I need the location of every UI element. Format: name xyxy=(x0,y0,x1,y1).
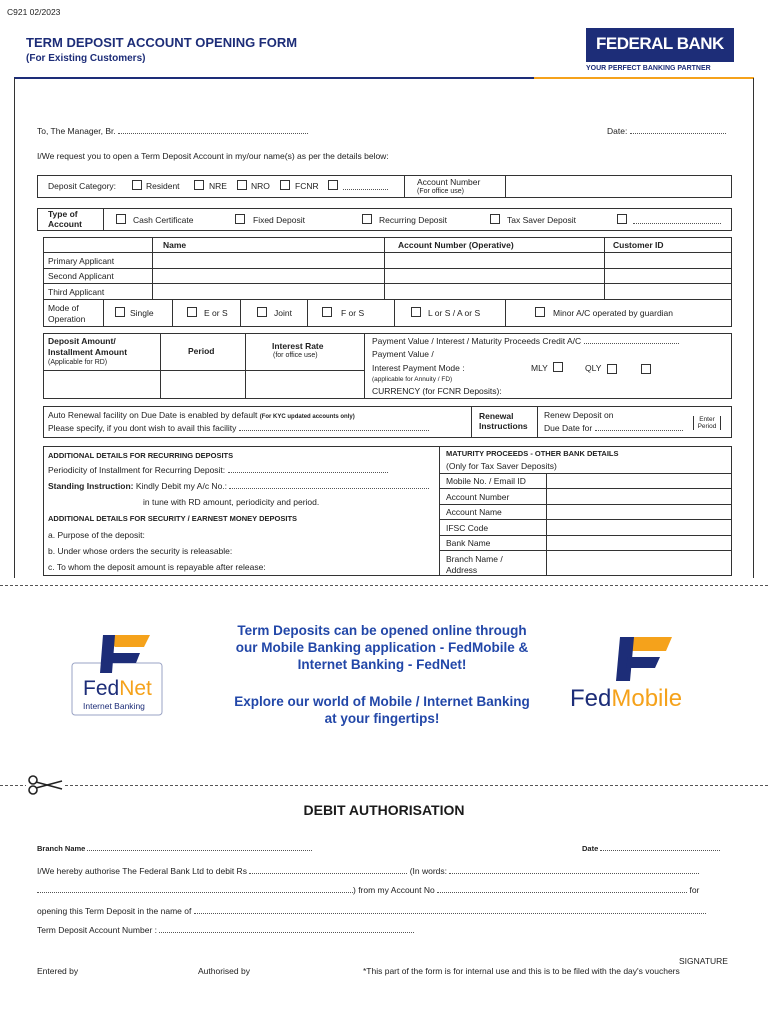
periodicity-field[interactable]: Periodicity of Installment for Recurring Deposit: xyxy=(48,465,388,475)
debit-amount-field[interactable]: I/We hereby authorise The Federal Bank Ltd to debit Rs (In words: xyxy=(37,866,699,876)
maturity-title: MATURITY PROCEEDS - OTHER BANK DETAILS xyxy=(446,449,619,458)
ifsc-label: IFSC Code xyxy=(446,523,489,533)
mode-minor-checkbox[interactable] xyxy=(535,307,545,317)
form-title: TERM DEPOSIT ACCOUNT OPENING FORM xyxy=(26,35,298,50)
account-name-label: Account Name xyxy=(446,507,502,517)
col-customer-id: Customer ID xyxy=(613,240,664,250)
internal-use-note: *This part of the form is for internal use and this is to be filed with the day's vouchers xyxy=(363,966,680,976)
cash-certificate-checkbox[interactable] xyxy=(116,214,126,224)
fcnr-checkbox[interactable] xyxy=(280,180,290,190)
security-repayable: c. To whom the deposit amount is repayable after release: xyxy=(48,562,266,572)
date-field[interactable]: Date: xyxy=(607,126,726,136)
mode-l-or-s-checkbox[interactable] xyxy=(411,307,421,317)
debit-auth-title: DEBIT AUTHORISATION xyxy=(303,802,465,818)
authorised-by-label: Authorised by xyxy=(198,966,250,976)
col-name: Name xyxy=(163,240,187,250)
other-category-checkbox[interactable] xyxy=(328,180,338,190)
deposit-name-field[interactable]: opening this Term Deposit in the name of xyxy=(37,906,706,916)
account-number-label: Account Number xyxy=(417,177,481,187)
debit-account-field[interactable]: ) from my Account No for xyxy=(37,885,699,895)
fedmobile-f-icon xyxy=(614,633,674,683)
promo-text-1: Term Deposits can be opened online through our Mobile Banking application - FedMobile & Internet Banking - FedNet! xyxy=(235,623,529,672)
tax-saver-checkbox[interactable] xyxy=(490,214,500,224)
resident-checkbox[interactable] xyxy=(132,180,142,190)
security-release: b. Under whose orders the security is releasable: xyxy=(48,546,233,556)
qly-checkbox[interactable] xyxy=(607,364,617,374)
enter-period-bracket: Enter Period xyxy=(693,416,721,430)
mobile-email-label: Mobile No. / Email ID xyxy=(446,476,526,486)
rd-details-title: ADDITIONAL DETAILS FOR RECURRING DEPOSITS xyxy=(48,451,234,460)
bank-logo xyxy=(586,28,734,62)
signature-label: SIGNATURE xyxy=(679,956,728,966)
second-applicant-label: Second Applicant xyxy=(48,271,114,281)
mode-e-or-s-checkbox[interactable] xyxy=(187,307,197,317)
nre-checkbox[interactable] xyxy=(194,180,204,190)
renew-period-field[interactable]: Due Date for xyxy=(544,423,683,433)
fedmobile-logo: FedMobile xyxy=(570,633,710,718)
nro-checkbox[interactable] xyxy=(237,180,247,190)
third-applicant-label: Third Applicant xyxy=(48,287,105,297)
period-label: Period xyxy=(188,346,215,356)
promo-text-2: Explore our world of Mobile / Internet Banking at your fingertips! xyxy=(234,694,530,726)
mode-f-or-s-checkbox[interactable] xyxy=(322,307,332,317)
bank-name-label: Bank Name xyxy=(446,538,491,548)
opt-out-field[interactable]: Please specify, if you dont wish to avail this facility xyxy=(48,423,429,433)
form-subtitle: (For Existing Customers) xyxy=(26,53,146,64)
to-manager: To, The Manager, Br. xyxy=(37,126,308,136)
scissors-icon xyxy=(26,774,64,796)
interest-rate-label: Interest Rate xyxy=(272,341,324,351)
entered-by-label: Entered by xyxy=(37,966,79,976)
branch-name-field[interactable]: Branch Name xyxy=(37,844,312,853)
mode-joint-checkbox[interactable] xyxy=(257,307,267,317)
primary-applicant-label: Primary Applicant xyxy=(48,256,115,266)
security-purpose: a. Purpose of the deposit: xyxy=(48,530,145,540)
form-code: C921 02/2023 xyxy=(7,7,61,17)
standing-instruction-field[interactable]: Standing Instruction: Kindly Debit my A/c No.: xyxy=(48,481,429,491)
other-interest-checkbox[interactable] xyxy=(641,364,651,374)
recurring-deposit-checkbox[interactable] xyxy=(362,214,372,224)
currency-label: CURRENCY (for FCNR Deposits): xyxy=(372,386,502,396)
debit-date-field[interactable]: Date xyxy=(582,844,720,853)
deposit-category-label: Deposit Category: xyxy=(48,181,117,191)
td-account-field[interactable]: Term Deposit Account Number : xyxy=(37,925,414,935)
security-details-title: ADDITIONAL DETAILS FOR SECURITY / EARNEST MONEY DEPOSITS xyxy=(48,514,298,523)
bank-logo-text: FEDERAL BANK xyxy=(596,34,724,53)
other-type-checkbox[interactable] xyxy=(617,214,627,224)
mode-single-checkbox[interactable] xyxy=(115,307,125,317)
request-text: I/We request you to open a Term Deposit Account in my/our name(s) as per the details below: xyxy=(37,151,389,161)
fixed-deposit-checkbox[interactable] xyxy=(235,214,245,224)
fednet-logo: FedNet Internet Banking xyxy=(70,633,165,717)
payment-credit-field[interactable]: Payment Value / Interest / Maturity Proceeds Credit A/C xyxy=(372,336,679,346)
maturity-account-number-label: Account Number xyxy=(446,492,510,502)
col-account-number: Account Number (Operative) xyxy=(398,240,514,250)
bank-tagline: YOUR PERFECT BANKING PARTNER xyxy=(586,65,711,72)
mly-checkbox[interactable] xyxy=(553,362,563,372)
